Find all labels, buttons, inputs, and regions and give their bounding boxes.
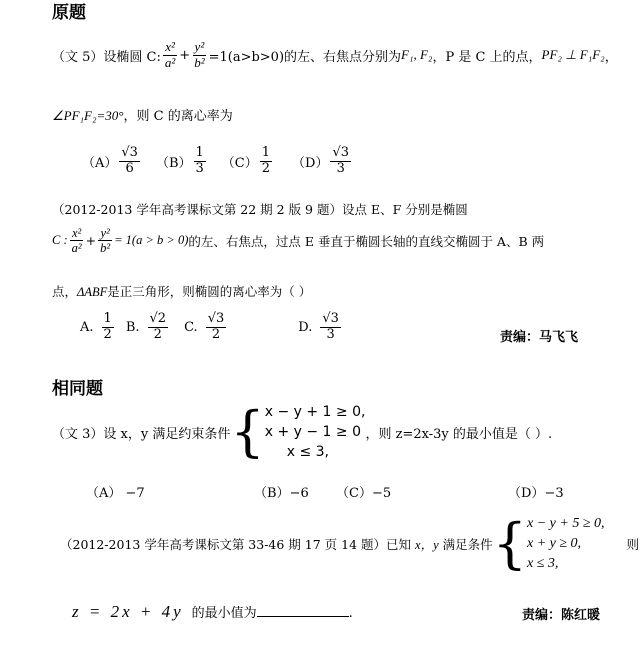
angle-expr: ∠PF₁F₂=30° (52, 108, 124, 123)
perpendicular-expr: PF₂ ⊥ F₁F₂ (541, 47, 605, 63)
question-2-line-3: 点，ΔABF是正三角形，则椭圆的离心率为（ ） (52, 284, 312, 299)
editor-credit-2: 责编：陈红暖 (522, 608, 601, 623)
question-1-options (82, 146, 353, 177)
constraint-system: x − y + 1 ≥ 0, x + y − 1 ≥ 0 x ≤ 3, (264, 404, 366, 460)
question-1-line-2: ∠PF₁F₂=30°，则 C 的离心率为 (52, 108, 233, 124)
fraction-x2-a2: $\frac{\text{x²}}{\text{a²}}$ (164, 39, 176, 70)
question-1-prefix: （文 5）设椭圆 C: (52, 49, 161, 65)
option-c: （C） $\frac{1}{2}$ (221, 145, 271, 176)
foci-label: F₁, F₂ (401, 47, 433, 63)
q2-option-b: B. $\frac{√2}{2}$ (125, 311, 167, 342)
sq1-option-a: （A） −7 (86, 486, 145, 501)
editor-credit-1: 责编：马飞飞 (500, 330, 579, 345)
q2-option-d: D. $\frac{√3}{3}$ (298, 311, 339, 342)
similar-question-2-expr: z = 2x + 4y 的最小值为 . (72, 602, 353, 621)
section-heading-similar: 相同题 (52, 379, 103, 399)
fraction-y2-b2: $\frac{\text{y²}}{\text{b²}}$ (194, 39, 205, 70)
q2-option-a: A. $\frac{1}{2}$ (80, 311, 112, 342)
similar-question-1: （文 3）设 x，y 满足约束条件 { x − y + 1 ≥ 0, x + y − 1 ≥ 0 x ≤ 3, ，则 z=2x-3y 的最小值是（ ）. (52, 400, 553, 463)
question-1-line-1: （文 5）设椭圆 C: $\frac{\text{x²}}{\text{a²}}$ + $\frac{\text{y²}}{\text{b²}}$ =1(a>b>0)的左、右焦点分别为 F₁, F₂ ，P 是 C 上的点， PF₂ ⊥ F₁F₂ ， (52, 39, 618, 70)
similar-question-2: （2012-2013 学年高考课标文第 33-46 期 17 页 14 题）已知 x，y 满足条件 { x − y + 5 ≥ 0, x + y ≥ 0, x ≤ 3, 则 (60, 512, 640, 575)
option-d: （D） $\frac{√3}{3}$ (292, 145, 350, 176)
question-2-options (80, 312, 343, 343)
section-heading-original: 原题 (52, 3, 86, 23)
question-2-line-2: C : $\frac{\text{x²}}{\text{a²}}$ + $\frac{\text{y²}}{\text{b²}}$ = 1(a > b > 0) 的左、右焦点，过点 E 垂直于椭圆长轴的直线交椭圆于 A、B 两 (52, 226, 545, 256)
sq1-option-c: （C）−5 (336, 486, 392, 501)
option-a: （A） $\frac{√3}{6}$ (82, 145, 138, 176)
answer-blank (257, 616, 349, 617)
option-b: （B） $\frac{1}{3}$ (155, 145, 204, 176)
sq1-option-b: （B）−6 (254, 486, 309, 501)
left-brace: { (230, 400, 265, 463)
q2-option-c: C. $\frac{√3}{2}$ (184, 311, 225, 342)
ellipse-condition: =1(a>b>0)的左、右焦点分别为 (208, 49, 402, 65)
question-2-line-1: （2012-2013 学年高考课标文第 22 期 2 版 9 题）设点 E、F 分别是椭圆 (52, 202, 468, 217)
constraint-system-2: x − y + 5 ≥ 0, x + y ≥ 0, x ≤ 3, (527, 516, 605, 571)
sq1-option-d: （D）−3 (508, 486, 564, 501)
left-brace-2: { (492, 512, 527, 575)
